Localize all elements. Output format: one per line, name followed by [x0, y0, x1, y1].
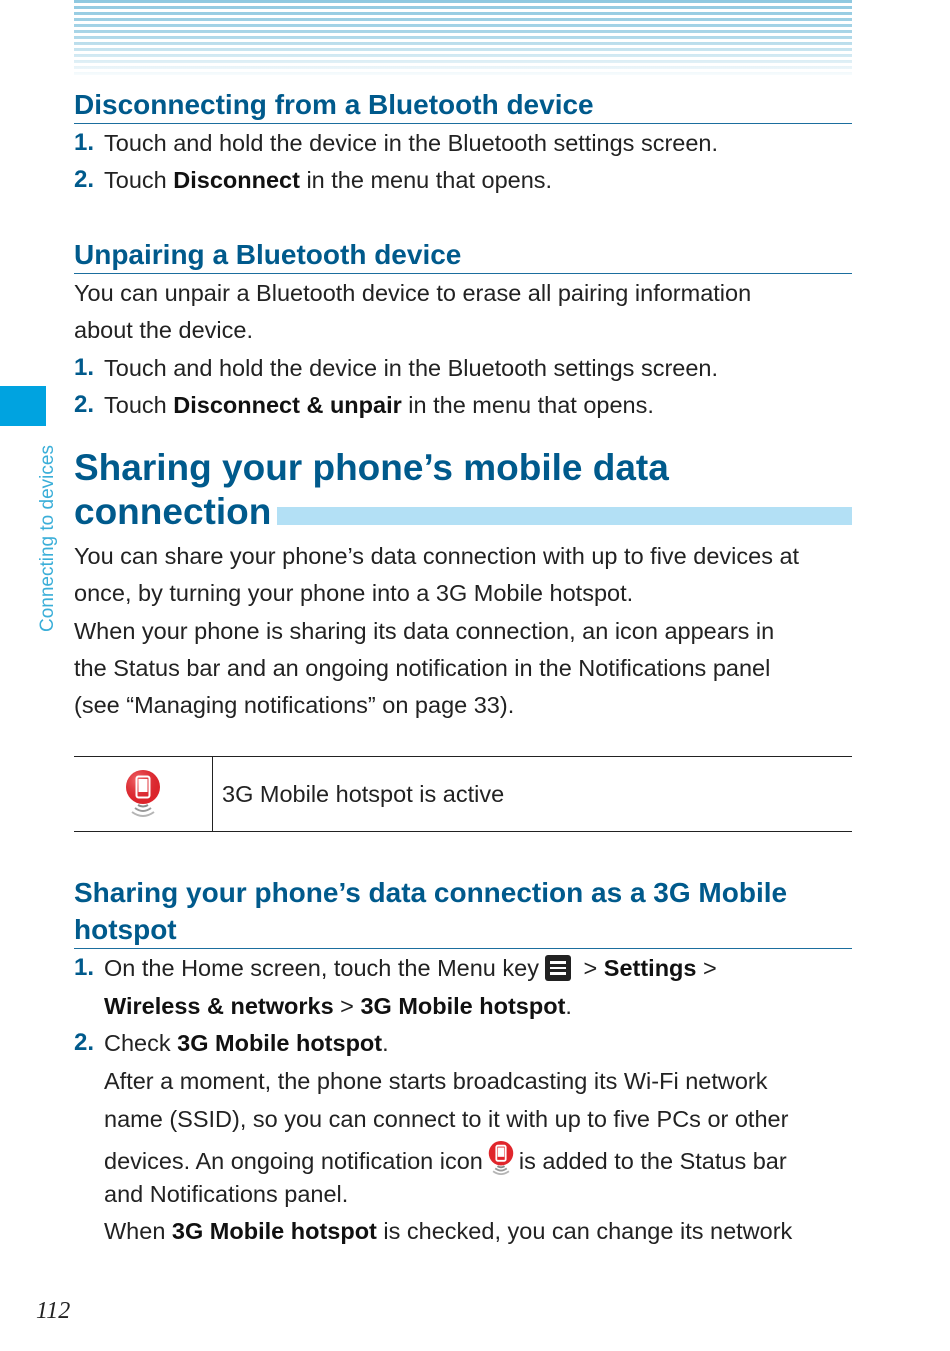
paragraph-line: When 3G Mobile hotspot is checked, you can change its network: [104, 1218, 793, 1244]
table-cell-description: 3G Mobile hotspot is active: [222, 781, 505, 807]
paragraph-line: When your phone is sharing its data connection, an icon appears in: [74, 618, 775, 644]
heading-disconnecting: Disconnecting from a Bluetooth device: [74, 86, 852, 124]
heading-hotspot: Sharing your phone’s data connection as a 3G Mobile hotspot: [74, 874, 852, 949]
paragraph-line: and Notifications panel.: [104, 1181, 349, 1207]
chapter-tab: [0, 386, 46, 426]
hotspot-notification-icon: [487, 1141, 515, 1177]
paragraph-line: After a moment, the phone starts broadcasting its Wi-Fi network: [104, 1068, 768, 1094]
paragraph-line: name (SSID), so you can connect to it with up to five PCs or other: [104, 1106, 789, 1132]
header-stripes: [74, 0, 852, 76]
paragraph-line: devices. An ongoing notification icon is added to the Status bar: [104, 1141, 787, 1177]
hotspot-active-icon: [124, 770, 162, 820]
heading-sharing: Sharing your phone’s mobile data connection: [74, 447, 669, 532]
paragraph-line: once, by turning your phone into a 3G Mobile hotspot.: [74, 580, 634, 606]
list-item-continuation: Wireless & networks > 3G Mobile hotspot.: [104, 993, 572, 1019]
page-number: 112: [36, 1298, 71, 1324]
paragraph-line: You can unpair a Bluetooth device to erase all pairing information: [74, 280, 752, 306]
paragraph-line: the Status bar and an ongoing notification in the Notifications panel: [74, 655, 771, 681]
table-cell-icon: [74, 757, 213, 831]
heading-unpairing: Unpairing a Bluetooth device: [74, 236, 852, 274]
paragraph-line: You can share your phone’s data connection with up to five devices at: [74, 543, 800, 569]
chapter-label: Connecting to devices: [37, 445, 58, 632]
paragraph-line: (see “Managing notifications” on page 33).: [74, 692, 515, 718]
menu-key-icon: [545, 955, 571, 981]
paragraph-line: about the device.: [74, 317, 253, 343]
icon-table: [74, 756, 852, 832]
